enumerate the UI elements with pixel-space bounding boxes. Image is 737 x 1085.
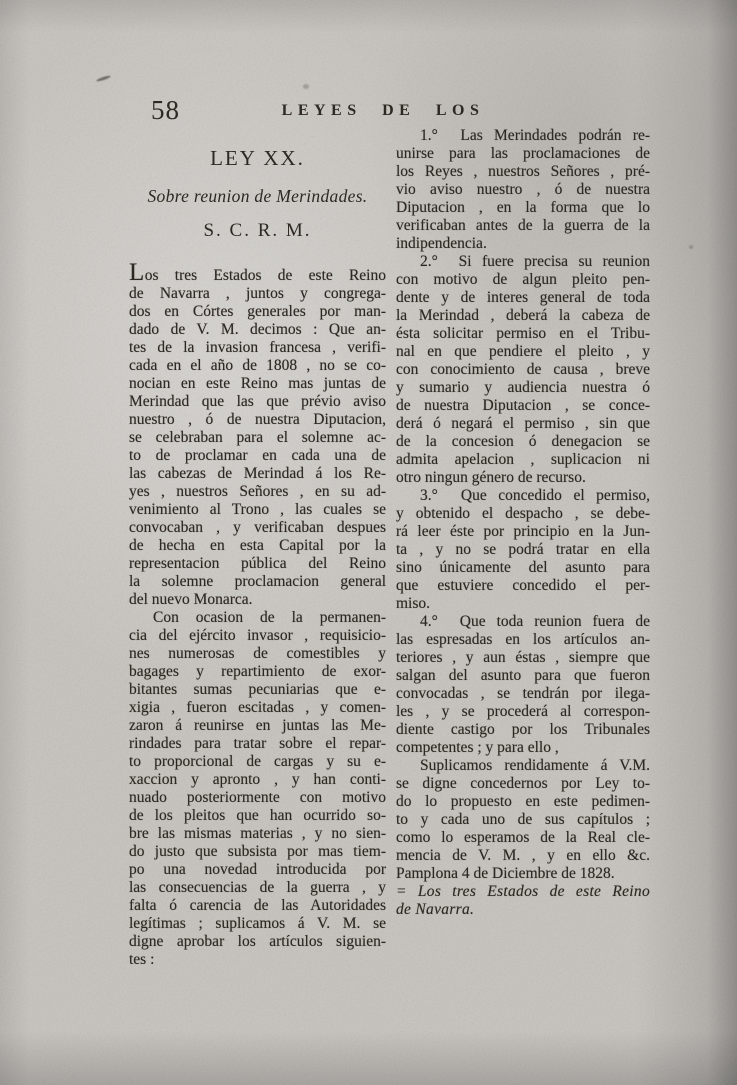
text-line: competentes ; y para ello , <box>396 739 559 756</box>
right-column-text <box>396 127 650 919</box>
text-line: miso. <box>396 595 431 612</box>
salutation: S. C. R. M. <box>203 220 312 242</box>
text-line: rindades para tratar sobre el repar- <box>129 735 386 753</box>
text-line: como lo esperamos de la Real cle- <box>396 829 650 846</box>
text-line: dente y de interes general de toda <box>396 289 650 306</box>
text-line: de hecha en esta Capital por la <box>129 537 386 555</box>
article-4 <box>396 613 650 757</box>
text-line: bitantes sumas pecuniarias que e- <box>129 681 386 699</box>
text-line: de nuestra Diputacion , se conce- <box>396 397 650 414</box>
text-line: la solemne proclamacion general <box>129 573 386 591</box>
text-line: Suplicamos rendidamente á V.M. <box>420 757 650 774</box>
text-line: nocian en este Reino mas juntas de <box>129 375 386 393</box>
text-line: xaccion y apronto , y han conti- <box>129 771 386 789</box>
text-line: las consecuencias de la guerra , y <box>129 879 386 897</box>
text-line: mencia de V. M. , y en ello &c. <box>396 847 650 864</box>
text-line: convocadas , se tendrán por ilega- <box>396 685 650 702</box>
text-line: las espresadas en los artículos an- <box>396 631 650 648</box>
text-line: xigia , fueron escitadas , y comen- <box>129 699 386 717</box>
text-line: Diputacion , en la forma que lo <box>396 199 650 216</box>
text-line: otro ningun género de recurso. <box>396 469 586 486</box>
text-line: verificaban antes de la guerra de la <box>396 217 650 234</box>
text-line: falta ó carencia de las Autoridades <box>129 897 386 915</box>
text-line: digne aprobar los artículos siguien- <box>129 933 386 951</box>
text-line: bagages y repartimiento de exor- <box>129 663 386 681</box>
article-3 <box>396 487 650 613</box>
text-line: con conocimiento de causa , breve <box>396 361 650 378</box>
text-line: de Navarra. <box>396 901 475 918</box>
text-line: cia del ejército invasor , requisicio- <box>129 627 386 645</box>
text-line: vio aviso nuestro , ó de nuestra <box>396 181 650 198</box>
text-line: bre las mismas materias , y no sien- <box>129 825 386 843</box>
exposition-paragraph <box>129 260 386 609</box>
left-column <box>129 147 386 969</box>
text-line: se digne concedernos por Ley to- <box>396 775 650 792</box>
text-line: las cabezas de Merindad á los Re- <box>129 465 386 483</box>
text-line: diente castigo por los Tribunales <box>396 721 650 738</box>
text-line: que estuviere concedido el per- <box>396 577 650 594</box>
drop-initial: L <box>129 259 145 287</box>
text-line: po una novedad introducida por <box>129 861 386 879</box>
right-column <box>396 127 650 919</box>
text-line: representacion pública del Reino <box>129 555 386 573</box>
text-line: to de proclamar en cada una de <box>129 447 386 465</box>
text-line: nuestro , ó de nuestra Diputacion, <box>129 411 386 429</box>
petition-paragraph <box>396 757 650 883</box>
text-line: sino únicamente del asunto para <box>396 559 650 576</box>
article-1 <box>396 127 650 253</box>
text-line: la Merindad , deberá la cabeza de <box>396 307 650 324</box>
text-line: los Reyes , nuestros Señores , pré- <box>396 163 650 180</box>
text-line: ta , y no se podrá tratar en ella <box>396 541 650 558</box>
text-line: Los tres Estados de este Reino <box>129 259 386 287</box>
text-line: tes : <box>129 951 155 969</box>
text-line: salgan del asunto para que fueron <box>396 667 650 684</box>
text-line: legítimas ; suplicamos á V. M. se <box>129 915 386 933</box>
ink-speck <box>96 75 111 82</box>
text-line: teriores , y aun éstas , siempre que <box>396 649 650 666</box>
signature-paragraph <box>396 883 650 919</box>
law-subtitle: Sobre reunion de Merindades. <box>147 186 368 207</box>
text-line: venimiento al Trono , las cuales se <box>129 501 386 519</box>
text-line: 1.° Las Merindades podrán re- <box>420 127 650 144</box>
text-line: yes , nuestros Señores , en su ad- <box>129 483 386 501</box>
text-line: Pamplona 4 de Diciembre de 1828. <box>396 865 615 882</box>
text-line: = Los tres Estados de este Reino <box>396 883 650 900</box>
left-column-text <box>129 260 386 969</box>
text-line: 3.° Que concedido el permiso, <box>420 487 650 504</box>
text-line: nes numerosas de comestibles y <box>129 645 386 663</box>
text-line: tes de la invasion francesa , verifi- <box>129 339 386 357</box>
text-line: to proporcional de cargas y su e- <box>129 753 386 771</box>
text-line: do justo que subsista por mas tiem- <box>129 843 386 861</box>
text-line: y obtenido el despacho , se debe- <box>396 505 650 522</box>
text-line: zaron á reunirse en juntas las Me- <box>129 717 386 735</box>
ink-speck <box>303 84 309 89</box>
text-line: rá leer éste por principio en la Jun- <box>396 523 650 540</box>
text-line: unirse para las proclamaciones de <box>396 145 650 162</box>
motivation-paragraph <box>129 609 386 969</box>
law-heading: LEY XX. <box>210 146 305 170</box>
page-number: 58 <box>151 95 180 125</box>
text-line: ésta solicitar permiso en el Tribu- <box>396 325 650 342</box>
text-line: de los pleitos que han ocurrido so- <box>129 807 386 825</box>
text-line: 4.° Que toda reunion fuera de <box>420 613 650 630</box>
text-line: convocaban , y verificaban despues <box>129 519 386 537</box>
article-2 <box>396 253 650 487</box>
text-line: con motivo de algun pleito pen- <box>396 271 650 288</box>
text-line: del nuevo Monarca. <box>129 591 253 609</box>
text-line: indipendencia. <box>396 235 487 252</box>
text-line: les , y se procederá al correspon- <box>396 703 650 720</box>
text-line: do lo propuesto en este pedimen- <box>396 793 650 810</box>
text-line: nal en que pendiere el pleito , y <box>396 343 650 360</box>
text-line: y sumario y audiencia nuestra ó <box>396 379 650 396</box>
text-line: admita apelacion , suplicacion ni <box>396 451 650 468</box>
text-line: derá ó negará el permiso , sin que <box>396 415 650 432</box>
text-line: Con ocasion de la permanen- <box>153 609 386 627</box>
text-line: nuado posteriormente con motivo <box>129 789 386 807</box>
text-line: Merindad que las que prévio aviso <box>129 393 386 411</box>
text-line: de la concesion ó denegacion se <box>396 433 650 450</box>
text-line: se celebraban para el solemne ac- <box>129 429 386 447</box>
text-line: 2.° Si fuere precisa su reunion <box>420 253 650 270</box>
text-line: dado de V. M. decimos : Que an- <box>129 321 386 339</box>
text-line: dos en Córtes generales por man- <box>129 303 386 321</box>
text-line: to y cada uno de sus capítulos ; <box>396 811 650 828</box>
text-line: cada en el año de 1808 , no se co- <box>129 357 386 375</box>
running-header: LEYES DE LOS <box>281 102 485 119</box>
text-line: de Navarra , juntos y congrega- <box>129 285 386 303</box>
ink-speck <box>689 245 693 249</box>
